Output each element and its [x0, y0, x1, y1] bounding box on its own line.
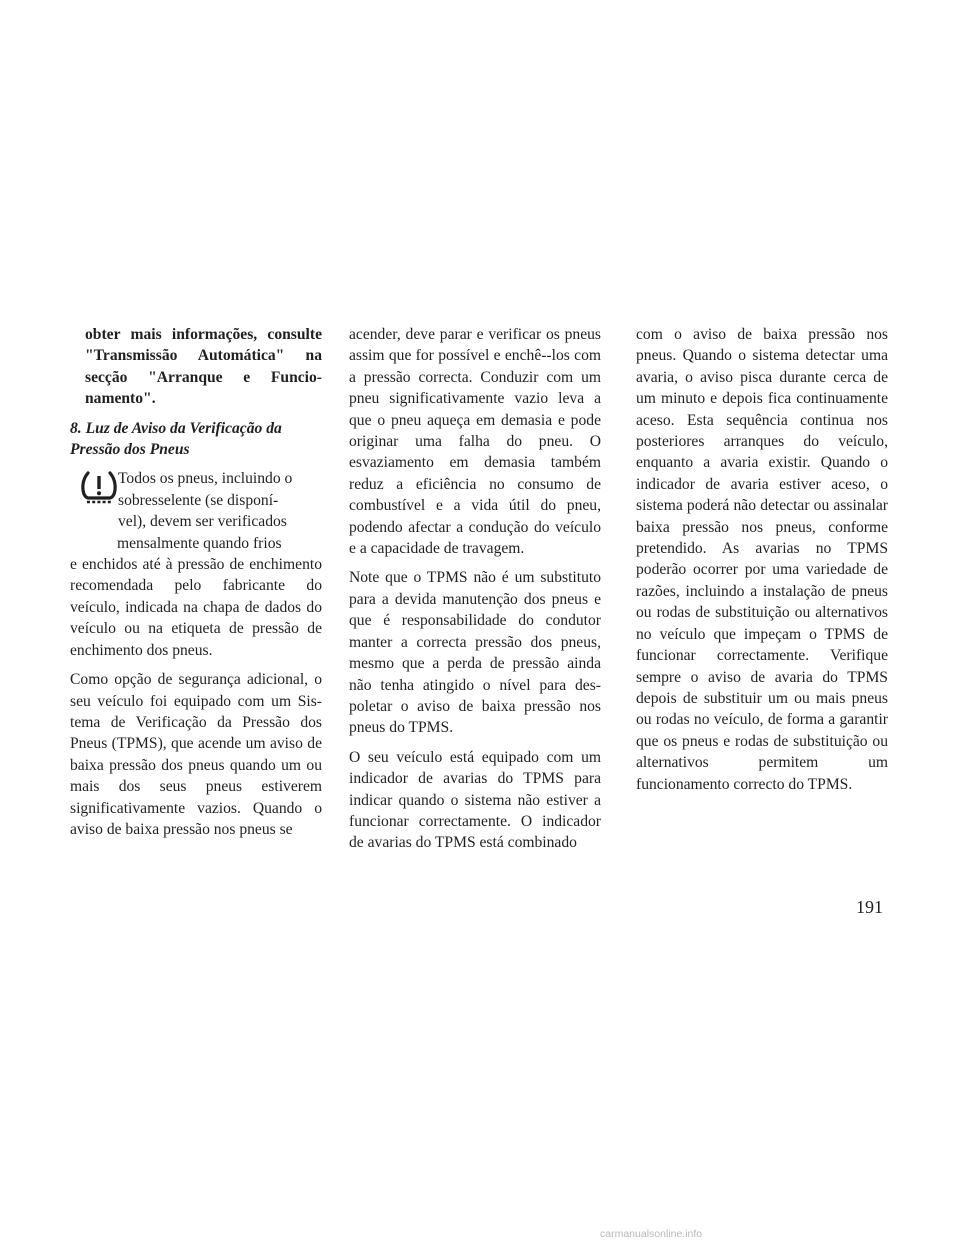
- paragraph: acender, deve parar e verificar os pneus assim que for possível e enchê--los com a pressão correcta. Conduzir com um pneu significativamente vazio leva a que o pneu aqueça em demasia e pode originar uma falha do pneu. O esvaziamento em demasia também reduz a eficiência no consumo de combustível e a vida útil do pneu, podendo afectar a condução do veículo e a capacidade de travagem.: [349, 326, 601, 558]
- safety-paragraph: Como opção de segurança adicional, o seu veículo foi equipado com um Sistema de Verificação da Pressão dos Pneus (TPMS), que acende um aviso de baixa pressão dos pneus quando um ou mais dos seus pneus estiverem significativamente vazios. Quando o aviso de baixa pressão nos pneus se: [70, 671, 322, 838]
- tpms-warning-icon: [70, 470, 118, 512]
- paragraph: O seu veículo está equipado com um indicador de avarias do TPMS para indicar quando o sistema não estiver a funcionar correctamente. O indicador de avarias do TPMS está combinado: [349, 748, 601, 852]
- watermark: carmanualsonline.info: [600, 1228, 703, 1240]
- column-3: [636, 324, 888, 803]
- tpms-line: mensalmente quando frios: [117, 534, 282, 552]
- transmission-note: obter mais informações, consulte "Transmissão Automática" na secção "Arranque e Funcionamento".: [85, 326, 322, 408]
- page-number: 191: [856, 897, 883, 917]
- tpms-line: Todos os pneus, incluindo o: [118, 470, 293, 488]
- tpms-line: sobresselente (se disponí-: [118, 491, 279, 509]
- paragraph: com o aviso de baixa pressão nos pneus. Quando o sistema detectar uma avaria, o aviso pisca durante cerca de um minuto e depois fica continuamente aceso. Esta sequência continua nos posteriores arranques do veículo, enquanto a avaria existir. Quando o indicador de avaria estiver aceso, o sistema poderá não detectar ou assinalar baixa pressão nos pneus, conforme pretendido. As avarias no TPMS poderão ocorrer por uma variedade de razões, incluindo a instalação de pneus ou rodas de substituição ou alternativos no veículo que impeçam o TPMS de funcionar correctamente. Verifique sempre o aviso de avaria do TPMS depois de substituir um ou mais pneus ou rodas no veículo, de forma a garantir que os pneus e rodas de substituição ou alternativos permitem um funcionamento correcto do TPMS.: [636, 326, 888, 793]
- section-heading: 8. Luz de Aviso da Verificação da Pressão dos Pneus: [70, 419, 282, 459]
- column-1: [70, 324, 322, 848]
- column-2: [349, 324, 601, 862]
- tpms-paragraph: [70, 468, 322, 554]
- paragraph: Note que o TPMS não é um substituto para a devida manutenção dos pneus e que é responsabilidade do condutor manter a correcta pressão dos pneus, mesmo que a perda de pressão ainda não tenha atingido o nível para despoletar o aviso de baixa pressão nos pneus do TPMS.: [349, 569, 601, 737]
- tpms-line: vel), devem ser verificados: [118, 513, 287, 531]
- tpms-paragraph-rest: e enchidos até à pressão de enchimento recomendada pelo fabricante do veículo, indicada na chapa de dados do veículo ou na etiqueta de pressão de enchimento dos pneus.: [70, 556, 322, 659]
